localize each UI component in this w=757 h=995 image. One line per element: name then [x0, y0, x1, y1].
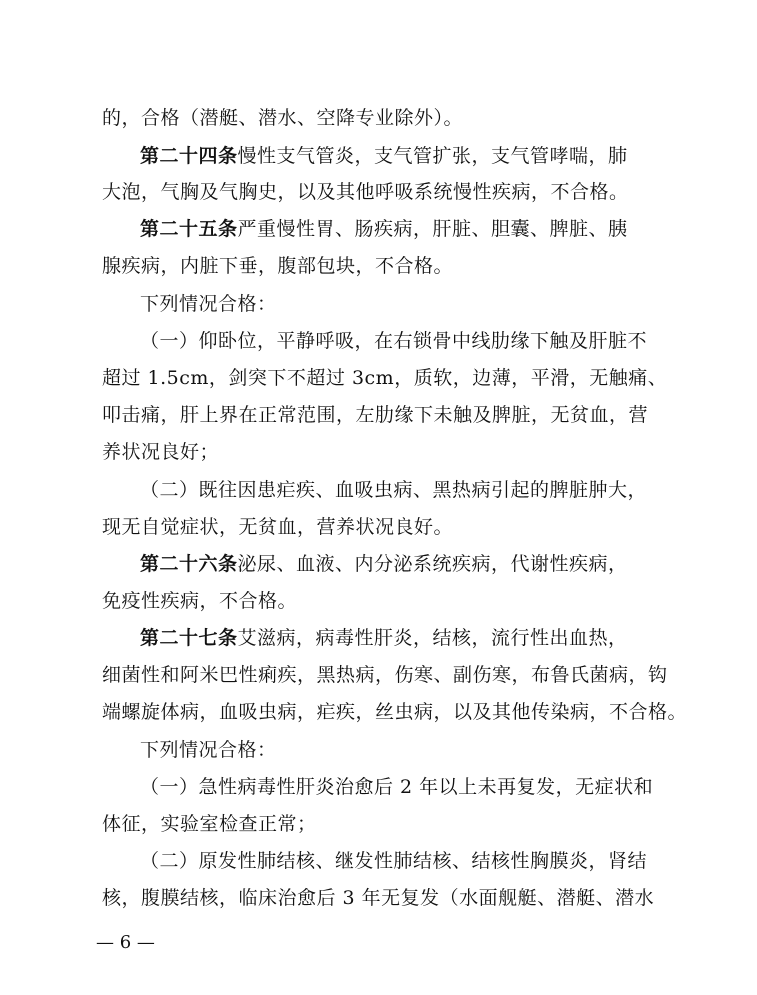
article-24-line: 第二十四条慢性支气管炎，支气管扩张，支气管哮喘，肺	[140, 145, 628, 167]
text-line: 下列情况合格：	[140, 739, 277, 761]
text-line: 的，合格（潜艇、潜水、空降专业除外）。	[102, 107, 464, 129]
text-line: 超过 1.5cm，剑突下不超过 3cm，质软，边薄，平滑，无触痛、	[102, 367, 668, 389]
text-line: 细菌性和阿米巴性痢疾，黑热病，伤寒、副伤寒，布鲁氏菌病，钩	[102, 664, 668, 686]
text-line: 免疫性疾病，不合格。	[102, 590, 298, 612]
text-line: 下列情况合格：	[140, 293, 277, 315]
text-line: 体征，实验室检查正常；	[102, 813, 317, 835]
article-25-line: 第二十五条严重慢性胃、肠疾病，肝脏、胆囊、脾脏、胰	[140, 218, 628, 240]
text-line: 养状况良好；	[102, 441, 220, 463]
text-line: 现无自觉症状，无贫血，营养状况良好。	[102, 516, 454, 538]
text-line: 核，腹膜结核，临床治愈后 3 年无复发（水面舰艇、潜艇、潜水	[102, 887, 655, 909]
article-heading: 第二十五条	[140, 218, 238, 240]
text-line: （一）仰卧位，平静呼吸，在右锁骨中线肋缘下触及肝脏不	[140, 330, 648, 352]
text-line: 大泡，气胸及气胸史，以及其他呼吸系统慢性疾病，不合格。	[102, 181, 629, 203]
article-26-line: 第二十六条泌尿、血液、内分泌系统疾病，代谢性疾病，	[140, 553, 628, 575]
page-number: — 6 —	[96, 932, 155, 953]
text-line: （二）原发性肺结核、继发性肺结核、结核性胸膜炎，肾结	[140, 850, 648, 872]
text-line: 腺疾病，内脏下垂，腹部包块，不合格。	[102, 255, 454, 277]
text-line: 叩击痛，肝上界在正常范围，左肋缘下未触及脾脏，无贫血，营	[102, 404, 649, 426]
article-27-line: 第二十七条艾滋病，病毒性肝炎，结核，流行性出血热，	[140, 627, 628, 649]
article-heading: 第二十四条	[140, 145, 238, 167]
article-heading: 第二十七条	[140, 627, 238, 649]
text-line: 端螺旋体病，血吸虫病，疟疾，丝虫病，以及其他传染病，不合格。	[102, 701, 688, 723]
text-line: （二）既往因患疟疾、血吸虫病、黑热病引起的脾脏肿大，	[140, 479, 648, 501]
article-heading: 第二十六条	[140, 553, 238, 575]
text-line: （一）急性病毒性肝炎治愈后 2 年以上未再复发，无症状和	[140, 776, 654, 798]
